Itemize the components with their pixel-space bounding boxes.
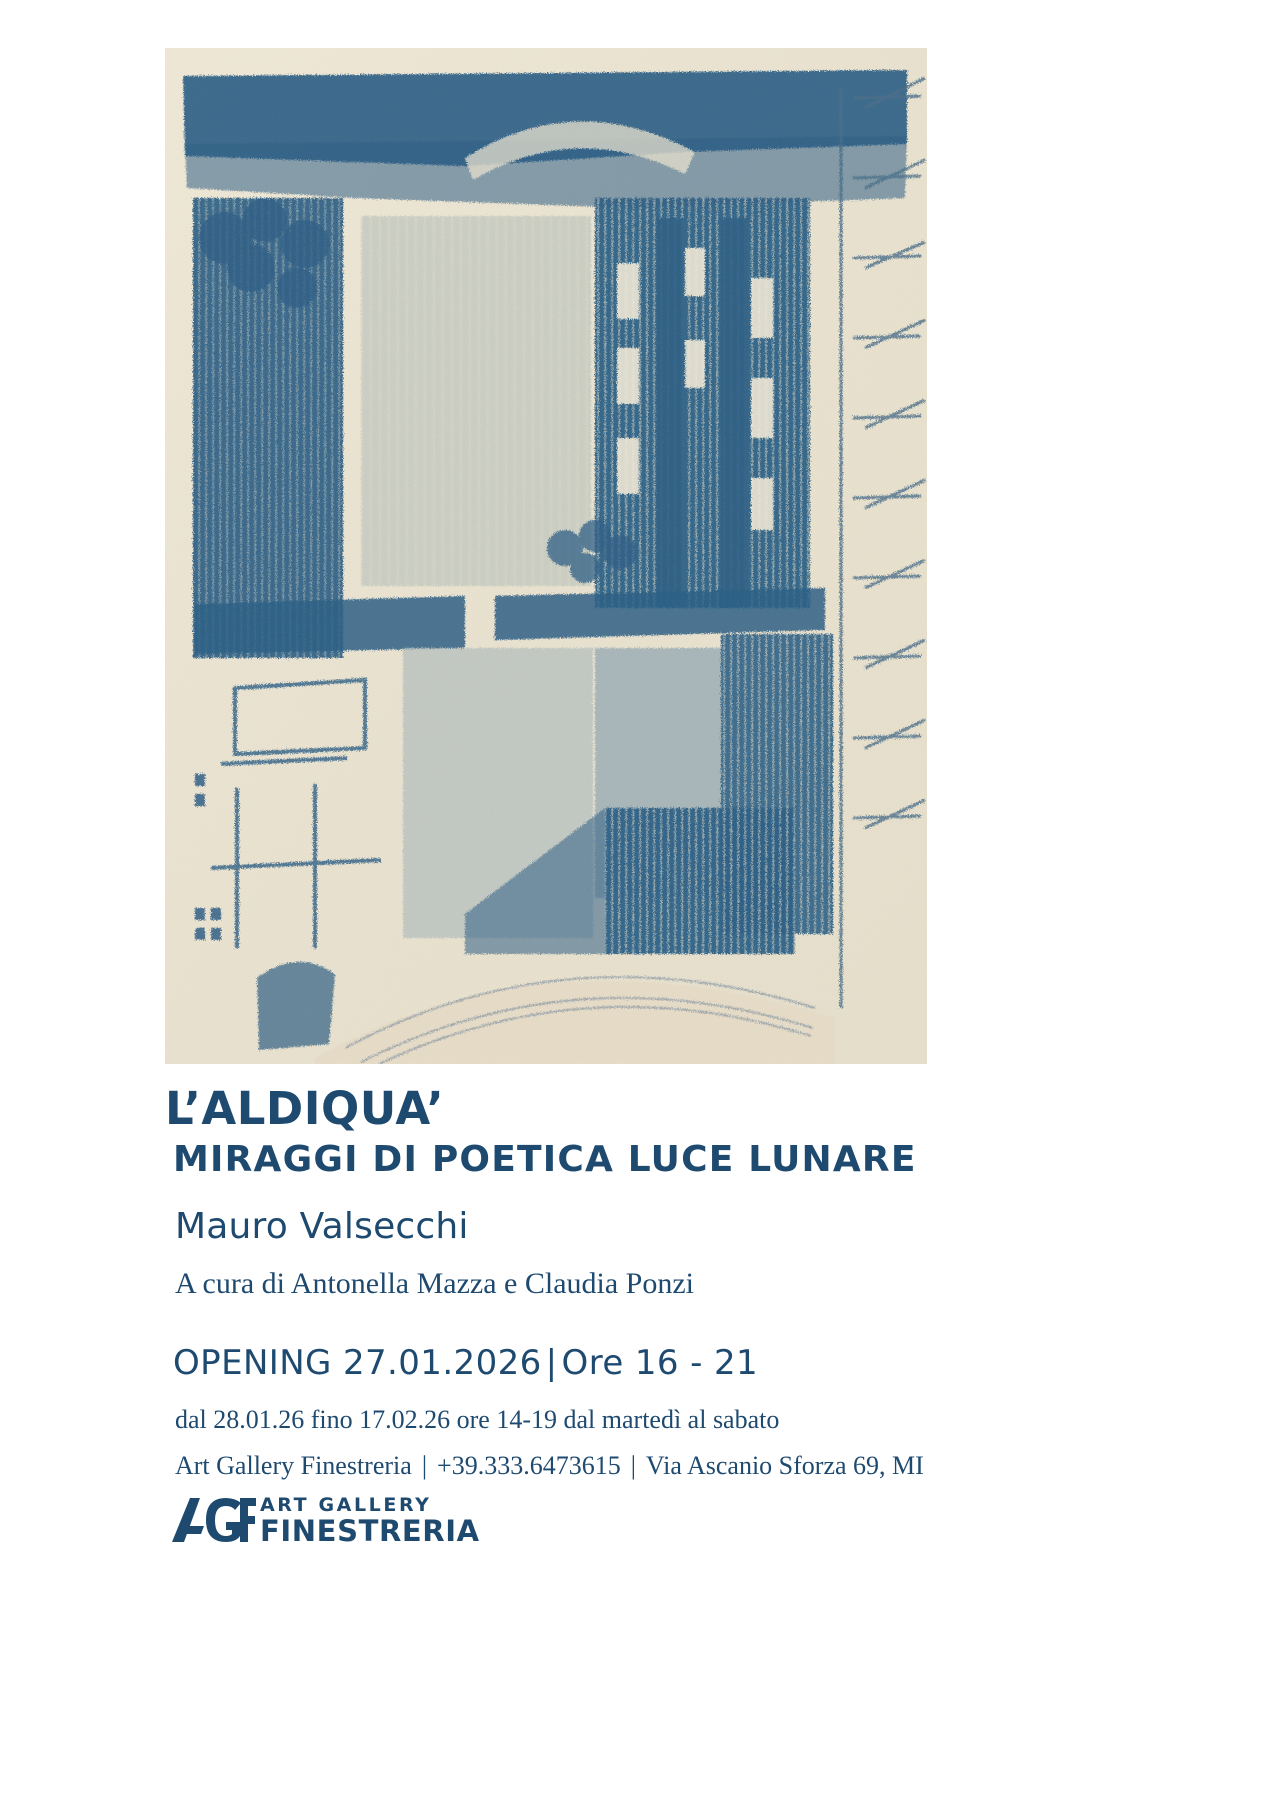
opening-line: [173, 1343, 1115, 1383]
logo-wordmark: [260, 1496, 480, 1546]
address: Via Ascanio Sforza 69, MI: [645, 1451, 924, 1481]
artwork-image: [165, 48, 927, 1064]
contact-line: [175, 1451, 1115, 1481]
logo-line-1: ART GALLERY: [260, 1494, 432, 1516]
phone-number: +39.333.6473615: [437, 1451, 621, 1481]
venue-name: Art Gallery Finestreria: [175, 1451, 412, 1481]
artwork-illustration: [165, 48, 927, 1064]
agf-monogram-icon: [170, 1492, 256, 1550]
artist-name: Mauro Valsecchi: [175, 1206, 469, 1248]
opening-label: OPENING 27.01.2026: [173, 1343, 542, 1384]
dates-line: dal 28.01.26 fino 17.02.26 ore 14-19 dal martedì al sabato: [175, 1405, 780, 1435]
opening-hours: Ore 16 - 21: [561, 1343, 759, 1384]
gallery-logo: [170, 1490, 480, 1552]
page-title: L’ALDIQUA’: [165, 1082, 445, 1135]
opening-separator: |: [545, 1343, 558, 1384]
contact-divider-1: |: [421, 1451, 428, 1481]
curators-line: A cura di Antonella Mazza e Claudia Ponzi: [175, 1267, 695, 1301]
page-subtitle: MIRAGGI DI POETICA LUCE LUNARE: [173, 1138, 917, 1180]
poster-text-block: [165, 1082, 1115, 1481]
contact-divider-2: |: [630, 1451, 636, 1481]
logo-line-2: FINESTRERIA: [260, 1514, 480, 1548]
